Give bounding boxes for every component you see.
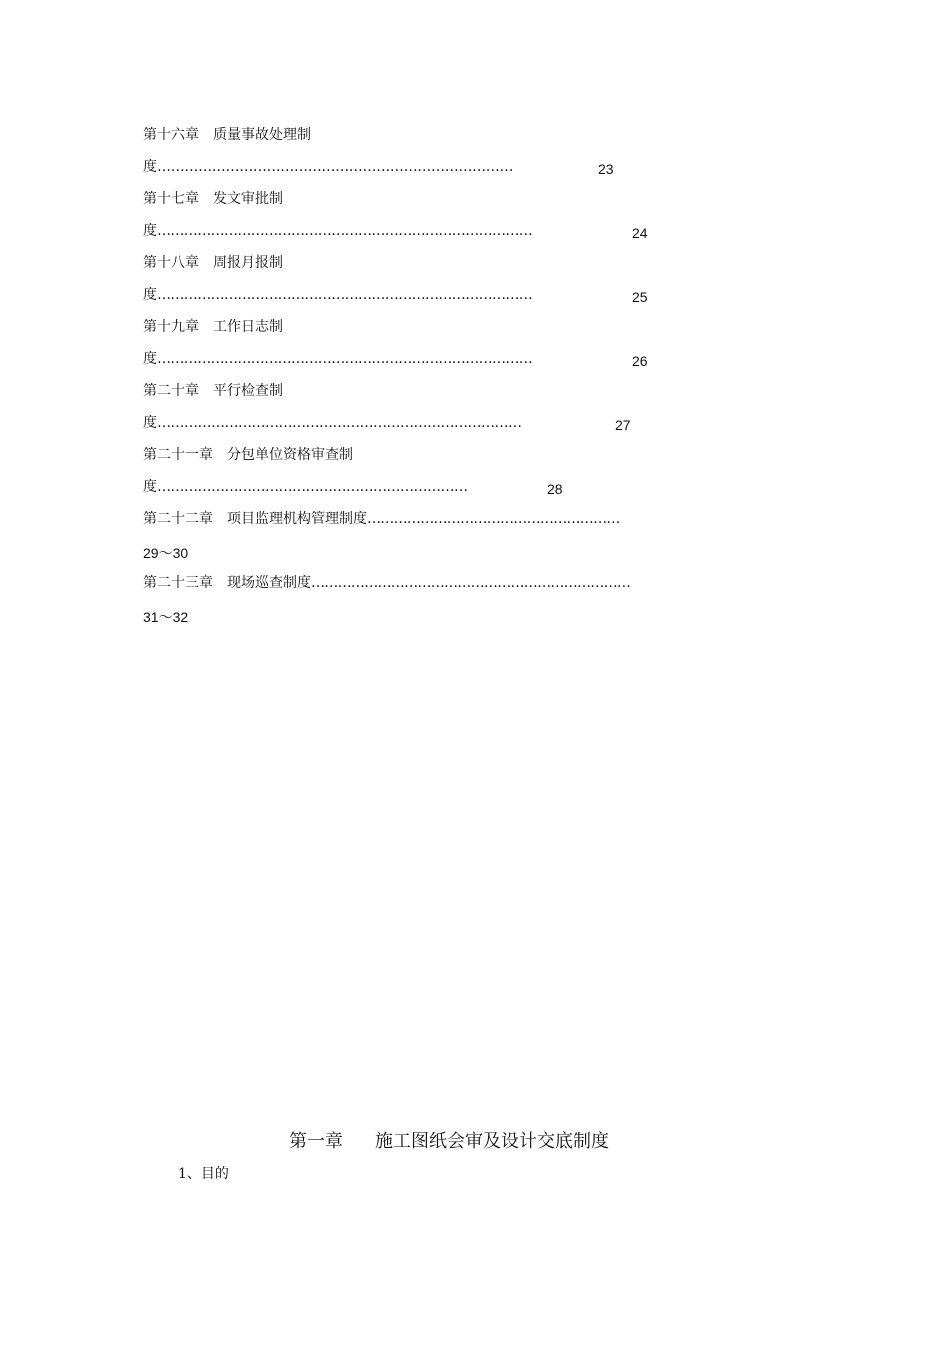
chapter-label: 第一章 [289, 1131, 343, 1152]
toc-dot-leader: ………………………………………………………………………… [157, 351, 533, 367]
toc-page-number: 29～30 [143, 545, 189, 561]
toc-page-number: 23 [598, 161, 614, 177]
toc-entry-22-heading [143, 510, 620, 528]
toc-dot-leader: ……………………………………………………………………… [157, 415, 522, 431]
toc-entry-18-heading [143, 254, 283, 272]
toc-page-number: 25 [632, 289, 648, 305]
toc-title-continuation: 度 [143, 287, 157, 303]
toc-entry-21-leader [143, 478, 468, 496]
toc-chapter-title: 发文审批制 [213, 191, 283, 207]
toc-chapter-number: 第二十章 [143, 383, 199, 399]
toc-chapter-title: 周报月报制 [213, 255, 283, 271]
toc-dot-leader: ………………………………………………… [367, 511, 620, 527]
toc-entry-17-heading [143, 190, 283, 208]
toc-title-continuation: 度 [143, 415, 157, 431]
toc-page-number: 24 [632, 225, 648, 241]
toc-title-continuation: 度 [143, 479, 157, 495]
toc-chapter-title: 现场巡查制度 [227, 575, 311, 591]
toc-entry-16-heading [143, 126, 311, 144]
toc-title-continuation: 度 [143, 159, 157, 175]
toc-chapter-title: 分包单位资格审查制 [227, 447, 353, 463]
toc-chapter-number: 第二十一章 [143, 447, 213, 463]
toc-dot-leader: …………………………………………………………………… [157, 159, 514, 175]
toc-entry-17-leader [143, 222, 532, 240]
toc-page-number: 27 [615, 417, 631, 433]
toc-entry-23-heading [143, 574, 630, 592]
chapter-title: 施工图纸会审及设计交底制度 [375, 1131, 609, 1152]
toc-chapter-title: 质量事故处理制 [213, 127, 311, 143]
toc-chapter-number: 第十六章 [143, 127, 199, 143]
section-heading: 1、目的 [178, 1166, 229, 1182]
toc-chapter-number: 第二十二章 [143, 511, 213, 527]
toc-entry-19-leader [143, 350, 532, 368]
toc-dot-leader: ………………………………………………………………………… [157, 287, 533, 303]
toc-dot-leader: ………………………………………………………………………… [157, 223, 533, 239]
toc-chapter-title: 项目监理机构管理制度 [227, 511, 367, 527]
toc-entry-18-leader [143, 286, 532, 304]
toc-chapter-number: 第十七章 [143, 191, 199, 207]
toc-dot-leader: ……………………………………………………………… [311, 575, 631, 591]
toc-entry-20-heading [143, 382, 283, 400]
toc-entry-19-heading [143, 318, 283, 336]
chapter-heading [289, 1130, 609, 1154]
toc-chapter-number: 第十九章 [143, 319, 199, 335]
toc-entry-20-leader [143, 414, 522, 432]
toc-entry-21-heading [143, 446, 353, 464]
toc-chapter-title: 平行检查制 [213, 383, 283, 399]
toc-dot-leader: …………………………………………………………… [157, 479, 468, 495]
toc-entry-16-leader [143, 158, 513, 176]
toc-chapter-title: 工作日志制 [213, 319, 283, 335]
toc-title-continuation: 度 [143, 223, 157, 239]
toc-chapter-number: 第二十三章 [143, 575, 213, 591]
toc-page-number: 31～32 [143, 609, 189, 625]
toc-title-continuation: 度 [143, 351, 157, 367]
toc-page-number: 26 [632, 353, 648, 369]
toc-page-number: 28 [547, 481, 563, 497]
toc-chapter-number: 第十八章 [143, 255, 199, 271]
